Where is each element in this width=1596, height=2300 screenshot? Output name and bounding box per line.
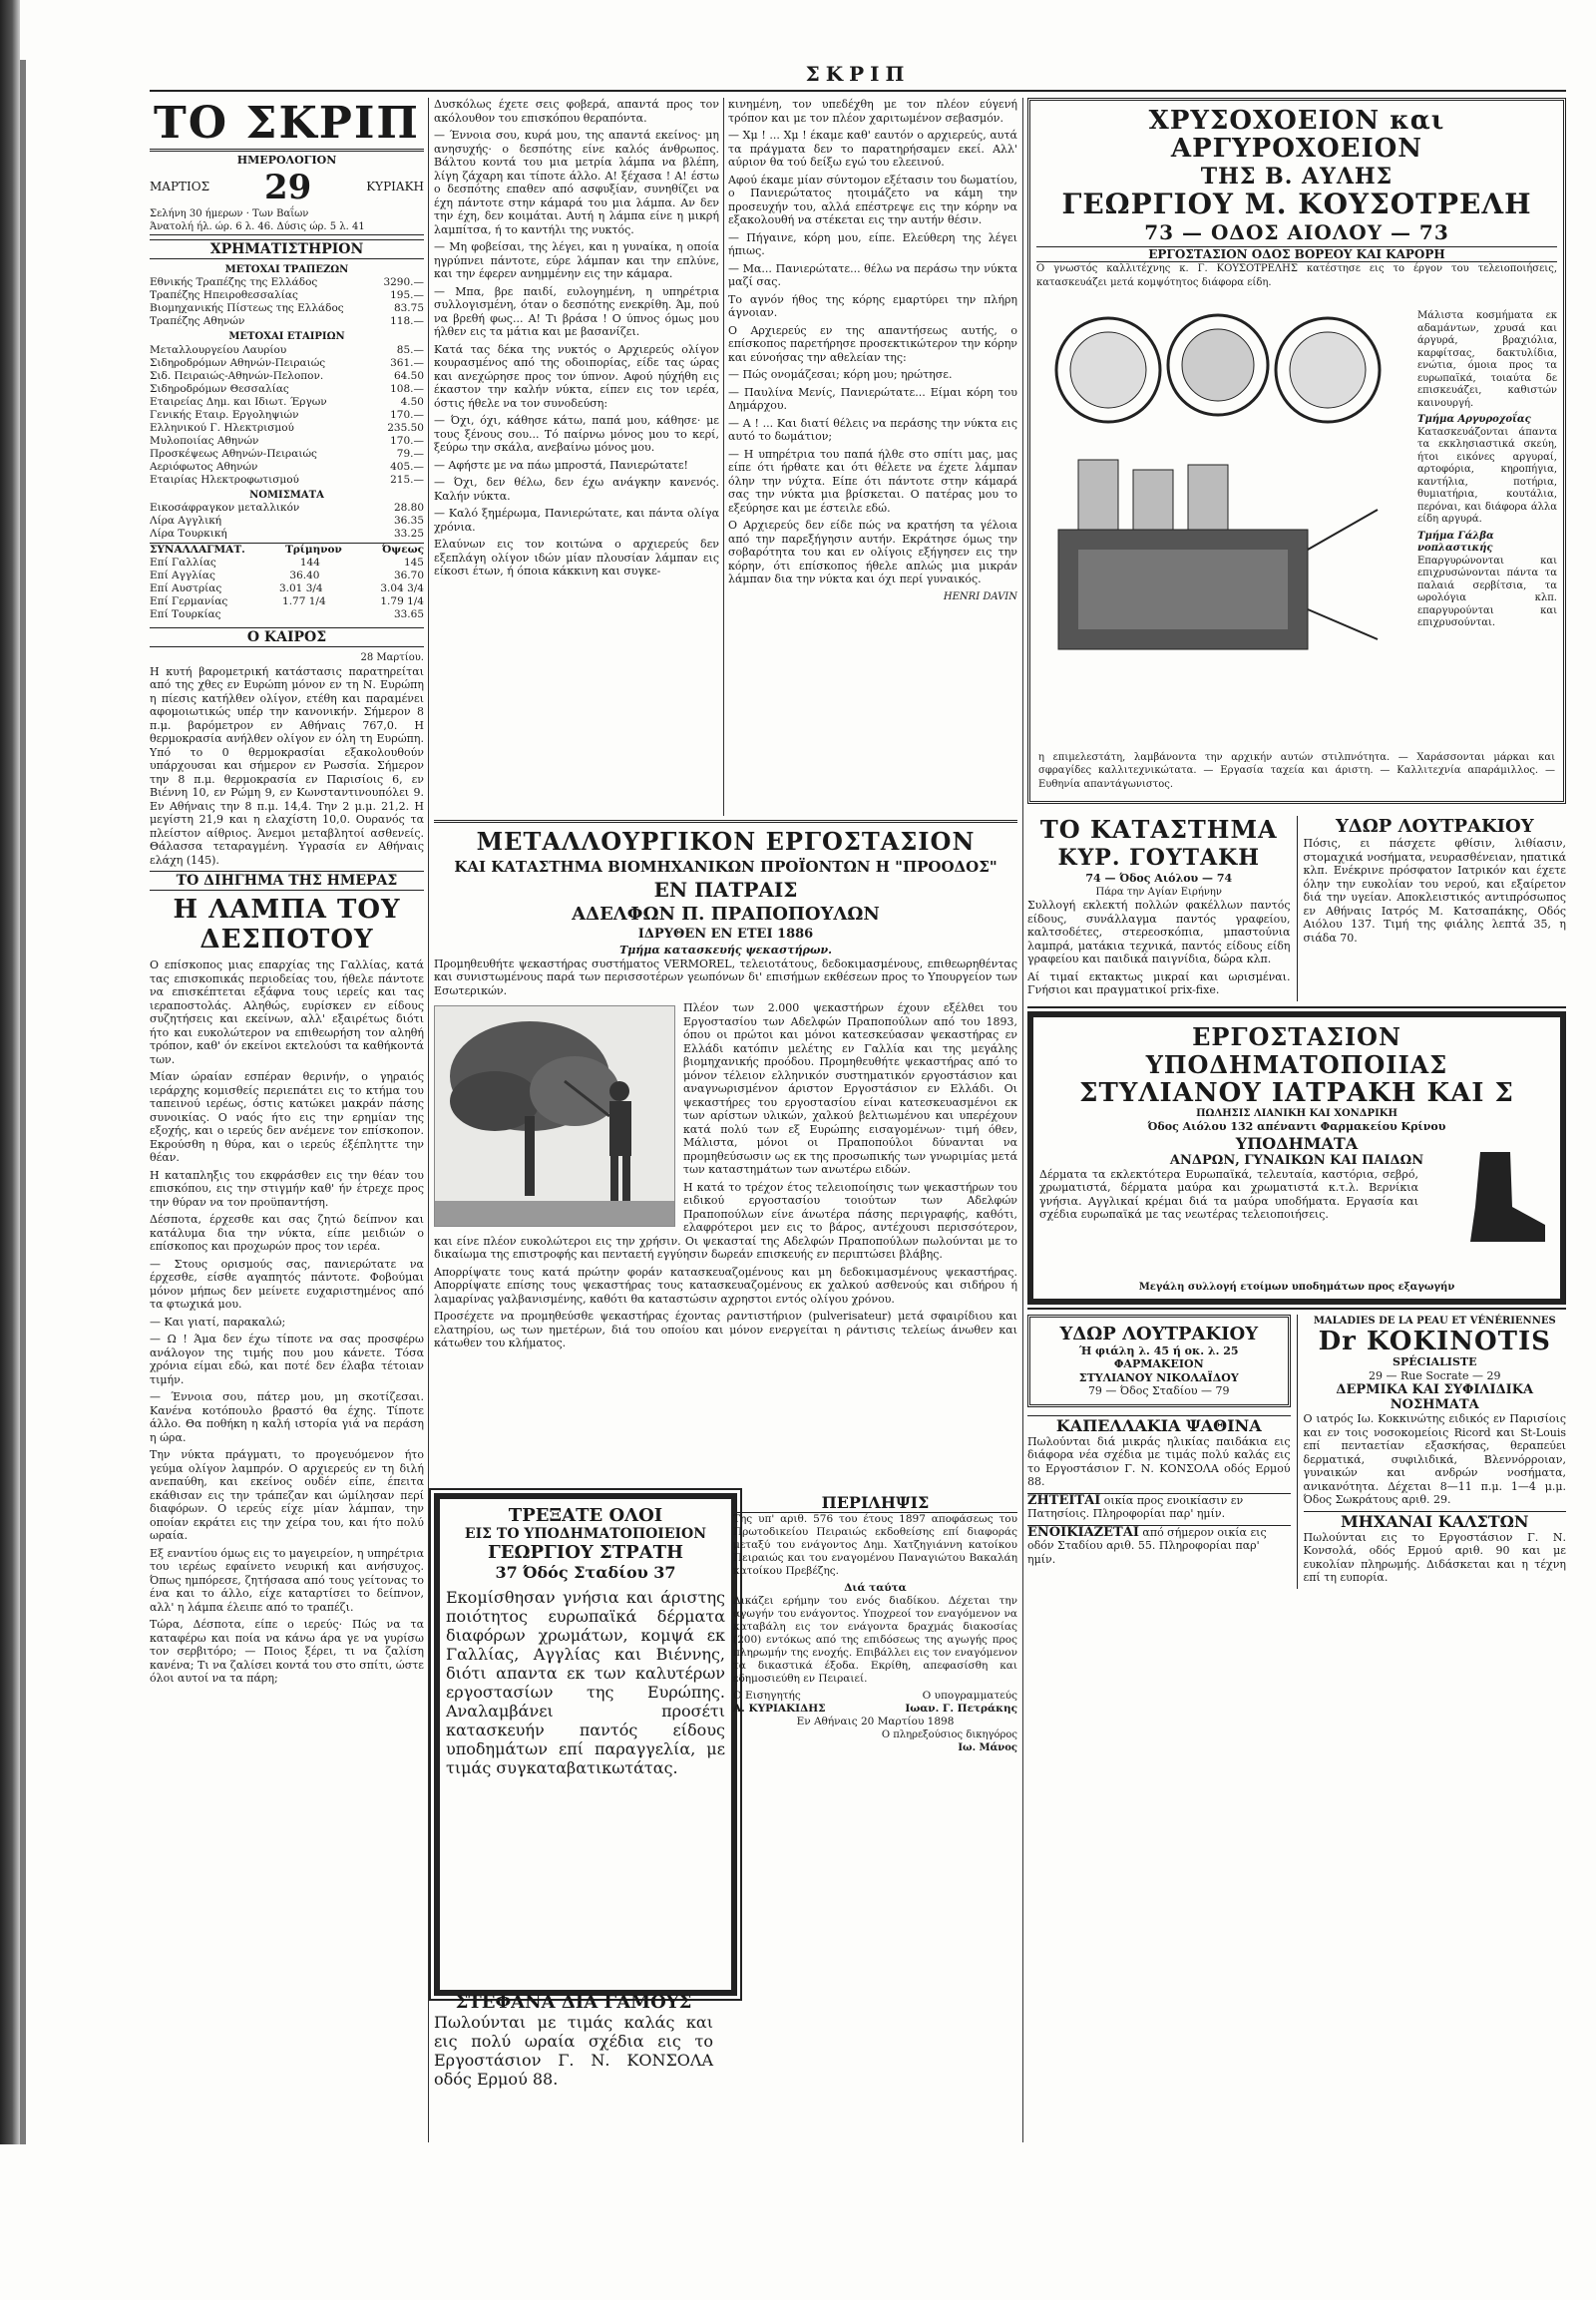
- legal-notice-title: ΠΕΡΙΛΗΨΙΣ: [733, 1493, 1017, 1513]
- coins-list: [150, 502, 424, 541]
- metal-ad-body3: Απορρίψατε τους κατά πρώτην φοράν κατασκευαζομένους και μη δεδοκιμασμένους ψεκαστήρας. Απορρίψατε επίσης τους ψεκαστήρας τους κατασκευαζομένους εκ χαλκού ασθενούς και σιδήρου ή λαμαρίνας γαλβανισμένης, καθότι θα καταστώσιν αχρηστοι εντός ολίγου χρόνου.: [434, 1265, 1017, 1306]
- water-text: Πόσις, ει πάσχετε φθίσιν, λιθίασιν, στομαχικά νοσήματα, νευρασθένειαν, ηπατικά κλπ. Ενέκρινε πρόσφατον Ιατρικόν και έχετε όλην την ευκολίαν του νερού, και εξαίρετον διά την υγείαν. Αποκλειστικός αντιπρόσωπος εν Αθήναις Ιατρός Μ. Κατσαπάκης, Οδός Αιόλου 137. Τιμή της φιάλης λεπτά 35, η σιάδα 70.: [1303, 837, 1566, 945]
- table-row: [150, 474, 424, 487]
- table-cell: 118.—: [390, 315, 424, 327]
- table-cell: 1.79 1/4: [380, 595, 424, 607]
- right-ads-column: [1027, 98, 1566, 2142]
- gold-title4: 73 — ΟΔΟΣ ΑΙΟΛΟΥ — 73: [1144, 220, 1449, 244]
- doctor-gr: ΔΕΡΜΙΚΑ ΚΑΙ ΣΥΦΙΛΙΔΙΚΑ ΝΟΣΗΜΑΤΑ: [1336, 1382, 1534, 1412]
- table-cell: 83.75: [393, 302, 424, 314]
- fx-header: [150, 543, 424, 557]
- masthead: ΣΚΡΙΠ: [805, 62, 911, 86]
- fx-heading: ΣΥΝΑΛΛΑΓΜΑΤ.: [150, 544, 245, 556]
- table-row: [150, 448, 424, 461]
- doctor-head: MALADIES DE LA PEAU ET VÉNÉRIENNES: [1313, 1315, 1556, 1327]
- factory-t1: ΥΠΟΔΗΜΑΤΑ: [1235, 1133, 1359, 1153]
- table-cell: Επί Τουρκίας: [150, 608, 221, 620]
- table-row: [150, 344, 424, 357]
- story-section: ΤΟ ΔΙΗΓΗΜΑ ΤΗΣ ΗΜΕΡΑΣ: [150, 871, 424, 891]
- table-row: [150, 315, 424, 328]
- article-paragraph: Εξ εναντίου όμως εις το μαγειρείον, η υπηρέτρια του ιερέως εφαίνετο νευρική και ανήσυχος. Όπως ημπόρεσε, ζητήσασα από τους γείτονας το ένα και το άλλο, είχε καταρτίσει το δείπνον, αλλ' η λάμπα έλειπε από το τραπέζι.: [150, 1546, 424, 1614]
- wanted-title: ΖΗΤΕΙΤΑΙ: [1027, 1492, 1101, 1508]
- article-paragraph: Ο Αρχιερεύς εν της απαντήσεως αυτής, ο επίσκοπος παρετήρησε προσεκτικώτερον την κόρην και εύνοήσας την αθελείαν της:: [728, 323, 1017, 364]
- table-row: [150, 357, 424, 370]
- article-paragraph: — Όχι, όχι, κάθησε κάτω, παπά μου, κάθησε· με τους ξένους σου... Τό παίρνω μόνος μου το κερί, ξεύρω την σκάλα, ανεβαίνω μόνος μου.: [434, 414, 719, 454]
- article-paragraph: — Μη φοβείσαι, της λέγει, και η γυναίκα, η οποία ηγρύπνει πάντοτε, εύρε λάμπαν και την επλύνε, και την έφερεν ανημμένην εις την κάμαρα.: [434, 240, 719, 280]
- factory-title: ΕΡΓΟΣΤΑΣΙΟΝ ΥΠΟΔΗΜΑΤΟΠΟΙΙΑΣ: [1145, 1021, 1448, 1079]
- companies-heading: ΜΕΤΟΧΑΙ ΕΤΑΙΡΙΩΝ: [228, 331, 345, 342]
- weather-heading: Ο ΚΑΙΡΟΣ: [150, 627, 424, 647]
- gold-section1: Τμήμα Αργυροχοΐας: [1417, 414, 1531, 425]
- table-cell: 33.25: [393, 528, 424, 540]
- gold-title1: ΧΡΥΣΟΧΟΕΙΟΝ και ΑΡΓΥΡΟΧΟΕΙΟΝ: [1148, 106, 1445, 164]
- metal-ad-dept: Τμήμα κατασκευής ψεκαστήρων.: [619, 944, 832, 957]
- article-paragraph: — Όχι, δεν θέλω, δεν έχω ανάγκην κανενός. Καλήν νύκτα.: [434, 476, 719, 503]
- pharmacy-address: 79 — Όδος Σταδίου — 79: [1087, 1384, 1230, 1397]
- shop-text: Συλλογή εκλεκτή πολλών φακέλλων παντός είδους, συνάλλαγμα παντός γραφείου, καλτσοδέτες, στερεοσκόπια, μπαστούνια λαμπρά, ματάκια τεχνικά, παντός είδους είδη γραφείου και παιδικά παιγνίδια, δώρα κλπ.: [1027, 899, 1291, 965]
- article-paragraph: Μίαν ώραίαν εσπέραν θερινήν, ο γηραιός ιεράρχης κομισθείς περιεπάτει εις το κτήμα του ταπεινού ιερέως, όστις κατώκει μακράν πάσης συνοικίας. Ο ναός ήτο εις την ερημίαν της εξοχής, και ο ιερεύς δεν ανέμενε τον επίσκοπον. Εκρούσθη η θύρα, και ο ιερεύς έξέπληττε την θέαν.: [150, 1070, 424, 1164]
- metal-ad-city: ΕΝ ΠΑΤΡΑΙΣ: [653, 878, 798, 902]
- factory-foot: Μεγάλη συλλογή ετοίμων υποδημάτων προς εξαγωγήν: [1138, 1282, 1455, 1293]
- table-cell: Σιδηροδρόμων Θεσσαλίας: [150, 382, 289, 395]
- table-cell: 3290.—: [383, 276, 424, 288]
- wreaths-ad-title: ΣΤΕΦΑΝΑ ΔΙΑ ΓΑΜΟΥΣ: [455, 1992, 692, 2013]
- legal-date: Εν Αθήναις 20 Μαρτίου 1898: [796, 1716, 955, 1727]
- shop-water-row: [1027, 816, 1566, 1001]
- table-cell: Εταιρείας Δημ. και Ιδιωτ. Έργων: [150, 395, 327, 408]
- table-row: [150, 595, 424, 608]
- article-paragraph: Ο επίσκοπος μιας επαρχίας της Γαλλίας, κατά τας επισκοπικάς περιοδείας του, ήθελε πάντοτε να επισκέπτεται εξάφνα τους ιερείς και τας ιεραποστολάς. Αληθώς, ευρίσκεν εν είδους συζητήσεις και εκείνων, αλλ' εξαιρέτως διότι ήτο και ευκολώτερον να επιθεωρήση τον αληθή τρόπον, καθ' όν εκείνοι εκτελούσι τα καθήκοντά των.: [150, 958, 424, 1066]
- shop-near: Πάρα την Αγίαν Ειρήνην: [1095, 886, 1222, 898]
- table-cell: Εθνικής Τραπέζης της Ελλάδος: [150, 276, 318, 288]
- table-cell: 36.40: [289, 570, 320, 581]
- article-paragraph: — Πώς ονομάζεσαι; κόρη μου; ηρώτησε.: [728, 368, 953, 381]
- table-row: [150, 276, 424, 289]
- water-title: ΥΔΩΡ ΛΟΥΤΡΑΚΙΟΥ: [1335, 816, 1534, 837]
- table-cell: 235.50: [387, 421, 424, 434]
- table-cell: 170.—: [390, 434, 424, 447]
- table-cell: Σιδ. Πειραιώς-Αθηνών-Πελοπον.: [150, 369, 324, 382]
- banks-heading: ΜΕΤΟΧΑΙ ΤΡΑΠΕΖΩΝ: [224, 263, 349, 275]
- story-continued-column: [434, 98, 719, 816]
- article-paragraph: — Παυλίνα Μενίς, Πανιερώτατε... Είμαι κόρη του Δημάρχου.: [728, 385, 1017, 412]
- factory-t2: ΑΝΔΡΩΝ, ΓΥΝΑΙΚΩΝ ΚΑΙ ΠΑΙΔΩΝ: [1169, 1152, 1424, 1168]
- date-day: 29: [263, 167, 312, 207]
- table-cell: Επί Αυστρίας: [150, 582, 222, 594]
- table-row: [150, 515, 424, 528]
- article-paragraph: — Στους ορισμούς σας, πανιερώτατε να έρχεσθε, είσθε αγαπητός πάντοτε. Φοβούμαι μόνον μήπως δεν μείνετε ευχαριστημένος από τα φτωχικά μου.: [150, 1257, 424, 1311]
- table-cell: 108.—: [390, 382, 424, 395]
- story-signature: HENRI DAVIN: [943, 590, 1017, 602]
- legal-notice: [733, 1493, 1017, 1754]
- article-paragraph: — Η υπηρέτρια του παπά ήλθε στο σπίτι μας, μας είπε ότι ήρθατε και ότι θέλετε να έχετε λάμπαν όλην την νύχτα. Είπε ότι πάντοτε στην κάμαρά σας την νύκτα μια βρίσκεται. Ο πατέρας μου το εξεύρησε και με έστειλε εδώ.: [728, 447, 1017, 515]
- article-paragraph: — Και γιατί, παρακαλώ;: [150, 1315, 286, 1329]
- table-row: [150, 557, 424, 570]
- bottom-right-right: [1297, 1315, 1567, 1589]
- fx-col-1: Τρίμηνον: [285, 544, 342, 556]
- machines-title: ΜΗΧΑΝΑΙ ΚΑΛΣΤΩΝ: [1304, 1511, 1567, 1531]
- table-cell: Εικοσάφραγκον μεταλλικόν: [150, 502, 300, 514]
- rent-title: ΕΝΟΙΚΙΑΖΕΤΑΙ: [1027, 1524, 1139, 1540]
- article-paragraph: — Χμ ! ... Χμ ! έκαμε καθ' εαυτόν ο αρχιερεύς, αυτά τα πράγματα δεν το παρατηρήσαμεν εκεί. Αλλ' αύριον θα τού δείξω εγώ του ελεεινού.: [728, 129, 1017, 169]
- table-cell: Σιδηροδρόμων Αθηνών-Πειραιώς: [150, 356, 326, 369]
- gold-side2: Κατασκευάζονται άπαντα τα εκκλησιαστικά σκεύη, ήτοι εικόνες αργυραί, αρτοφόρια, κηροπήγια, καντήλια, ποτήρια, θυμιατήρια, κουτάλια, περόναι, και διάφορα άλλα είδη αργυρά.: [1417, 426, 1557, 525]
- goutakis-shop-ad: [1027, 816, 1291, 1001]
- table-row: [150, 435, 424, 448]
- metal-ad-founded: ΙΔΡΥΘΕΝ ΕΝ ΕΤΕΙ 1886: [637, 927, 814, 942]
- gold-section2: Τμήμα Γάλβα νοπλαστικής: [1417, 530, 1494, 554]
- left-column: [150, 98, 424, 2142]
- article-paragraph: Ελαύνων εις τον κοιτώνα ο αρχιερεύς δεν εξεπλάγη ολίγον ιδών μίαν πλουσίαν λάμπαν εις είκοσι έτων, ή όποια κάκκινη και συγκε-: [434, 538, 719, 577]
- table-cell: Μυλοποιίας Αθηνών: [150, 434, 259, 447]
- article-paragraph: — Έννοια σου, κυρά μου, της απαντά εκείνος· μη ανησυχής· ο δεσπότης είνε καλός άνθρωπος. Βάλτου κοντά του μια μετρία λάμπα να βλέπη, λίγη ζάχαρη και τίποτε άλλο. Α! ξέχασα ! Α! έστω ο δεσπότης επαθεν από ασφυξίαν, συνηθίζει να έχη πάντοτε στην κάμαρά του μια λάμπα. Αν δεν την έχη, δεν κοιμάται. Αυτή η λάμπα είνε η μικρή λαμπίτσα, ή το καντήλι της νυκτός.: [434, 129, 719, 236]
- table-row: [150, 528, 424, 541]
- shop-title: ΤΟ ΚΑΤΑΣΤΗΜΑ: [1039, 815, 1278, 844]
- wanted-text: οικία προς ενοικίασιν εν Πατησίοις. Πληροφορίαι παρ' ημίν.: [1027, 1493, 1244, 1520]
- story-title: Η ΛΑΜΠΑ ΤΟΥ ΔΕΣΠΟΤΟΥ: [173, 895, 401, 955]
- article-paragraph: κινημένη, τον υπεδέχθη με τον πλέον εύγενή τρόπον και με τον πλέον χαριτωμένον σεβασμόν.: [728, 98, 1017, 125]
- table-cell: 36.35: [393, 515, 424, 527]
- table-cell: 79.—: [396, 447, 424, 460]
- table-cell: 144: [299, 557, 320, 569]
- legal-notice-text: Της υπ' αριθ. 576 του έτους 1897 αποφάσεως του Πρωτοδικείου Πειραιώς εκδοθείσης επί διαφοράς μεταξύ του ενάγοντος Δημ. Χατζηγιάννη κατοίκου Πειραιώς και του εναγομένου Παναγιώτου Βακαλάη κατοίκου Πρεβέζης.: [733, 1513, 1017, 1577]
- gold-side: Μάλιστα κοσμήματα εκ αδαμάντων, χρυσά και άργυρά, βραχιόλια, καρφίτσας, δακτυλίδια, ενώτια, όμοια προς τα ευρωπαϊκά, τοιαύτα δε επισκευάζει, καθιστών καινουργή.: [1417, 310, 1557, 409]
- table-cell: Λίρα Τουρκική: [150, 528, 227, 540]
- legal-sig2: Α. ΚΥΡΙΑΚΙΔΗΣ: [733, 1703, 826, 1715]
- table-cell: Επί Γαλλίας: [150, 557, 216, 569]
- table-cell: 3.04 3/4: [380, 582, 424, 594]
- gold-footer: η επιμελεστάτη, λαμβάνοντα την αρχικήν αυτών στιλπνότητα. — Χαράσσονται μάρκαι και σφραγίδες καλλιτεχνικώτατα. — Εργασία ταχεία και άριστη. — Καλλιτεχνία απαράμιλλος. — Ευθηνία απαντάγωνιστος.: [1038, 751, 1555, 790]
- banks-list: [150, 276, 424, 328]
- factory-name: ΣΤΥΛΙΑΝΟΥ ΙΑΤΡΑΚΗ ΚΑΙ Σ: [1079, 1077, 1514, 1108]
- shoe-factory-ad: [1027, 1011, 1566, 1305]
- story-ending-column: [728, 98, 1017, 816]
- exchange-heading: ΧΡΗΜΑΤΙΣΤΗΡΙΟΝ: [150, 239, 424, 259]
- table-cell: 361.—: [390, 356, 424, 369]
- gold-title5: ΕΡΓΟΣΤΑΣΙΟΝ ΟΔΟΣ ΒΟΡΕΟΥ ΚΑΙ ΚΑΡΟΡΗ: [1036, 246, 1557, 262]
- table-cell: Επί Γερμανίας: [150, 595, 228, 607]
- legal-sig5: Ο πληρεξούσιος δικηγόρος: [881, 1729, 1017, 1740]
- scan-edge-shadow: [20, 60, 26, 2144]
- table-cell: 85.—: [396, 343, 424, 356]
- legal-sig4: Ιωαν. Γ. Πετράκης: [905, 1703, 1017, 1715]
- wreaths-ad: [434, 1992, 713, 2093]
- doctor-text: Ο ιατρός Ιω. Κοκκινώτης ειδικός εν Παρισίοις και εν τοις νοσοκομείοις Ricord και St-Louis επί πενταετίαν εξασκήσας, θεραπεύει δερματικά, συφιλιδικά, Βλεννόρροιαν, γυναικών και ανδρών νοσήματα, ανικανότητα. Δέχεται 8—11 π.μ. 1—4 μ.μ. Όδος Σωκράτους αριθ. 29.: [1303, 1412, 1566, 1506]
- shoes-ad: [434, 1493, 737, 1996]
- top-rule: [150, 90, 1566, 92]
- table-cell: 405.—: [390, 460, 424, 473]
- factory-address: Όδος Αιόλου 132 απέναντι Φαρμακείου Κρίνου: [1147, 1120, 1446, 1133]
- article-paragraph: Αφού έκαμε μίαν σύντομον εξέτασιν του δωματίου, ο Πανιερώτατος ητοιμάζετο να κάμη την προσευχήν του, αλλά επέστρεψε εις την κόρην να εξακολουθή να στέκεται εις την αυτήν θέσιν.: [728, 173, 1017, 226]
- column-divider: [428, 98, 429, 2142]
- hats-text: Πωλούνται διά μικράς ηλικίας παιδάκια εις διάφορα νέα σχέδια με τιμάς πολύ καλάς εις το Εργοστάσιον Γ. Ν. ΚΟΝΣΟΛΑ οδός Ερμού 88.: [1027, 1434, 1291, 1488]
- legal-sig3: Ο υπογραμματεύς: [922, 1690, 1017, 1702]
- bottom-right-row: [1027, 1315, 1566, 1589]
- water2-title: ΥΔΩΡ ΛΟΥΤΡΑΚΙΟΥ: [1059, 1323, 1259, 1344]
- shop-address: 74 — Όδος Αιόλου — 74: [1085, 872, 1233, 885]
- table-cell: 1.77 1/4: [282, 595, 326, 607]
- gold-intro: Ο γνωστός καλλιτέχνης κ. Γ. ΚΟΥΣΟΤΡΕΛΗΣ κατέστησε εις το έργον του τελειοποιήσεις, κατασκευάζει μετά κομψότητος διάφορα είδη.: [1036, 263, 1557, 288]
- shoes-ad-address: 37 Όδός Σταδίου 37: [495, 1563, 676, 1582]
- table-cell: 4.50: [400, 395, 424, 408]
- table-cell: 215.—: [390, 473, 424, 486]
- metal-ad-body4: Προσέχετε να προμηθεύσθε ψεκαστήρας έχοντας ραντιστήριον (pulverisateur) μετά σφαιρίδιου και ελατηρίου, ως των ημετέρων, διά του οποίου και μόνον ενεργείται η ράντισις τελείως άνωθεν και κάτωθεν του κλήματος.: [434, 1310, 1017, 1349]
- table-cell: Επί Αγγλίας: [150, 570, 215, 581]
- metal-ad-body2: Η κατά το τρέχον έτος τελειοποίησις των ψεκαστήρων του ειδικού εργοστασίου τοιούτων των Αδελφών Πραποπούλων είνε άνωτέρα πάσης περιγραφής, καθότι, ελαφρότεροι μεν εις το βάρος, αντέχουσι περισσότερον, και είνε πλέον ευκολώτεροι εις την χρήσιν. Οι ψεκασταί της Αδελφών Πραποπούλων πωλούνται με το δικαίωμα της επιστροφής και πενταετή εγγύησιν δωρεάν επισκευής εν περιπτώσει βλάβης.: [434, 1180, 1017, 1261]
- table-row: [150, 570, 424, 582]
- shoes-ad-line2: ΕΙΣ ΤΟ ΥΠΟΔΗΜΑΤΟΠΟΙΕΙΟΝ: [464, 1526, 707, 1542]
- weather-text: Η κυτή βαρομετρική κατάστασις παρατηρείται από της χθες εν Ευρώπη μόνον εν τη Ν. Ευρώπη η πίεσις κατήλθεν ολίγον, ετέθη και παραμένει αφομοιωτικώς υπέρ την κανονικήν. Σήμερον 8 π.μ. βαρόμετρον εν Αθήναις 767,0. Η θερμοκρασία ανήλθεν ολίγον εν όλη τη Ευρώπη. Υπό το 0 θερμοκρασίαι εξακολουθούν υπάρχουσαι και σήμερον εν Ρωσσία. Σήμερον την 8 π.μ. θερμοκρασία εν Παρισίοις 6, εν Βιέννη 10, εν Ρώμη 9, εν Κωνσταντινουπόλει 9. Εν Αθήναις την 8 π.μ. 14,4. Την 2 μ.μ. 21,2. Η μεγίστη 21,9 και η ελαχίστη 10,0. Ουρανός τα πλείστον αίθριος. Άνεμοι μεταβλητοί ασθενείς. Θάλασσα τεταραγμένη. Υγρασία εν Αθήναις ελάχη (145).: [150, 664, 424, 867]
- metal-ad-body: Πλέον των 2.000 ψεκαστήρων έχουν εξέλθει του Εργοστασίου των Αδελφών Πραποπούλων από του 1893, όπου οι πρώτοι και μόνοι κατεσκεύασαν ψεκαστήρας εν Ελλάδι κατόπιν μελέτης εν Γαλλία και της μεγάλης βιομηχανικής προόδου. Προμηθευθήτε ψεκαστήρας από το μόνον τέλειον ελληνικόν συστηματικόν εργοστάσιον και αναγνωρισμένον άριστον Εργοστάσιον εν Ελλάδι. Οι ψεκαστήρες του εργοστασίου είναι κατεσκευασμένοι εκ των αρίστων υλικών, χαλκού βελτιωμένου και υπερέχουν κατά πολύ των εξ Ευρώπης εισαγομένων· τιμή όθεν, Μάλιστα, μόνοι οι Πραποπούλοι δύνανται να προμηθεύσωσιν ως εκ της προσωπικής των γνωριμίας μετά των καταστημάτων των ανωτέρω ειδών.: [683, 1001, 1017, 1176]
- hats-title: ΚΑΠΕΛΛΑΚΙΑ ΨΑΘΙΝΑ: [1027, 1415, 1291, 1435]
- scan-edge: [0, 0, 20, 2144]
- doctor-name: Dr KOKINOTIS: [1318, 1327, 1551, 1356]
- table-row: [150, 289, 424, 302]
- shoes-ad-line3: ΓΕΩΡΓΙΟΥ ΣΤΡΑΤΗ: [487, 1542, 684, 1563]
- table-cell: Γενικής Εταιρ. Εργοληψιών: [150, 408, 299, 421]
- table-cell: 36.70: [393, 570, 424, 581]
- article-paragraph: Ο Αρχιερεύς δεν είδε πώς να κρατήση τα γέλοια από την παρεξήγησιν αυτήν. Εκράτησε όμως την σοβαρότητα του και εν ολίγοις εξήγησεν εις την κόρην, ότι επίσκοπος ήθελε απλώς μια μικράν λάμπαν δια την νύκτα και όχι περί γυναικός.: [728, 519, 1017, 585]
- article-paragraph: Δυσκόλως έχετε σεις φοβερά, απαντά προς τον ακόλουθον του επισκόπου θεραπόντα.: [434, 98, 719, 125]
- pharmacy-ad: [1027, 1315, 1291, 1407]
- metal-works-ad: [434, 820, 1017, 1458]
- coins-heading: ΝΟΜΙΣΜΑΤΑ: [249, 489, 324, 501]
- table-row: [150, 502, 424, 515]
- table-cell: Τραπέζης Ηπειροθεσσαλίας: [150, 289, 298, 301]
- pharmacy-label: ΦΑΡΜΑΚΕΙΟΝ: [1113, 1357, 1204, 1370]
- fx-list: [150, 557, 424, 621]
- date-sun: Άνατολή ήλ. ώρ. 6 λ. 46. Δύσις ώρ. 5 λ. 41: [150, 220, 424, 235]
- table-cell: Τραπέζης Αθηνών: [150, 315, 245, 327]
- table-row: [150, 608, 424, 621]
- rent-text: από σήμερον οικία εις οδόν Σταδίου αριθ. 55. Πληροφορίαι παρ' ημίν.: [1027, 1525, 1267, 1566]
- legal-notice-sub: Διά ταύτα: [844, 1582, 907, 1594]
- gold-title2: ΤΗΣ Β. ΑΥΛΗΣ: [1200, 164, 1394, 190]
- table-row: [150, 461, 424, 474]
- table-row: [150, 370, 424, 383]
- table-cell: Μεταλλουργείου Λαυρίου: [150, 343, 287, 356]
- table-cell: 170.—: [390, 408, 424, 421]
- companies-list: [150, 344, 424, 487]
- newspaper-page: [150, 62, 1566, 2146]
- column-divider: [723, 98, 724, 816]
- article-paragraph: — Μπα, βρε παιδί, ευλογημένη, η υπηρέτρια συλλογισμένη, όταν ο δεσπότης ενεκρίθη. Άμ, πού να βρεθή φως... Α! Τι βράσα ! Ο ύπνος όμως μου ήλθεν εις τα μάτια και με βασανίζει.: [434, 284, 719, 338]
- factory-text: Δέρματα τα εκλεκτότερα Ευρωπαϊκά, τελευταία, καστόρια, σεβρό, χρωματιστά, δέρματα μαύρα και χρωματιστά κ.τ.λ. Βερνίκια γνήσια. Αγγλικαί κρέμαι διά τα μαύρα υποδήματα. Εργασία και σχέδια ευρωπαϊκά με τας νεωτέρας τελειοποιήσεις.: [1039, 1167, 1418, 1221]
- table-cell: 33.65: [393, 608, 424, 620]
- legal-sig6: Ιω. Μάνος: [958, 1742, 1017, 1753]
- article-paragraph: Το αγνόν ήθος της κόρης εμαρτύρει την πλήρη άγνοιαν.: [728, 292, 1017, 319]
- shop-price: Αί τιμαί εκτακτως μικραί και ωρισμέναι. Γνήσιοι και πραγματικοί prix-fixe.: [1027, 969, 1291, 996]
- table-cell: 28.80: [393, 502, 424, 514]
- loutraki-water-ad: [1297, 816, 1567, 1001]
- metal-ad-sub: ΚΑΙ ΚΑΤΑΣΤΗΜΑ ΒΙΟΜΗΧΑΝΙΚΩΝ ΠΡΟΪΟΝΤΩΝ Η "ΠΡΟΟΔΟΣ": [454, 858, 998, 876]
- table-cell: Προσκέψεως Αθηνών-Πειραιώς: [150, 447, 317, 460]
- table-cell: 145: [403, 557, 424, 569]
- article-paragraph: — Έννοια σου, πάτερ μου, μη σκοτίζεσαι. Κανένα κοτόπουλο βραστό θα έχης. Τίποτε άλλο. Θα ποθήκη η καλή ιστορία γιά να περάση η ώρα.: [150, 1390, 424, 1444]
- table-row: [150, 396, 424, 409]
- table-cell: Λίρα Αγγλική: [150, 515, 222, 527]
- doctor-address: 29 — Rue Socrate — 29: [1369, 1368, 1501, 1382]
- weather-date: 28 Μαρτίου.: [360, 652, 424, 663]
- boot-illustration: [1460, 1147, 1550, 1247]
- date-month: ΜΑΡΤΙΟΣ: [150, 179, 210, 193]
- table-row: [150, 582, 424, 595]
- article-paragraph: — Ω ! Άμα δεν έχω τίποτε να σας προσφέρω ανάλογον της τιμής που μου κάνετε. Τόσα χρόνια είμαι εδώ, και ποτέ δεν έλαβα τέτοιαν τιμήν.: [150, 1333, 424, 1386]
- wreaths-ad-text: Πωλούνται με τιμάς καλάς και εις πολύ ωραία σχέδια εις το Εργοστάσιον Γ. Ν. ΚΟΝΣΟΛΑ οδός Ερμού 88.: [434, 2013, 713, 2089]
- article-paragraph: Την νύκτα πράγματι, το προγευόμενον ήτο γεύμα ολίγον λαμπρόν. Ο αρχιερεύς εν τη διλή ανεπαύθη, και εκείνος ουδέν είπε, έπειτα εκάθισαν εις την τράπεζαν και ώμίλησαν περί διαφόρων. Ο ιερεύς είχε μίαν λάμπαν, την οποίαν εκράτει εις την χείρα του, και ήτο πολύ ωραία.: [150, 1448, 424, 1542]
- metal-ad-owners: ΑΔΕΛΦΩΝ Π. ΠΡΑΠΟΠΟΥΛΩΝ: [572, 904, 880, 925]
- table-row: [150, 409, 424, 422]
- legal-sig1: Ο Εισηγητής: [733, 1690, 801, 1702]
- table-cell: 3.01 3/4: [278, 582, 323, 594]
- gold-side3: Επαργυρώνονται και επιχρυσώνονται πάντα τα παλαιά σερβίτσια, τα ωρολόγια κλπ. επαργυρούνται και επιχρυσούνται.: [1417, 555, 1557, 628]
- gold-illustration: [1038, 310, 1397, 679]
- date-moon: Σελήνη 30 ήμερων · Των Βαΐων: [150, 207, 309, 219]
- table-cell: Εταιρίας Ηλεκτροφωτισμού: [150, 473, 299, 486]
- article-paragraph: — Μα... Πανιερώτατε... θέλω να περάσω την νύκτα μαζί σας.: [728, 261, 1017, 288]
- article-paragraph: Κατά τας δέκα της νυκτός ο Αρχιερεύς ολίγον κουρασμένος από της οδοιπορίας, είδε τας ώρας και ανεχώρησε προς τον ύπνον. Αφού ηύχήθη εις έκαστον την καλήν νύκτα, είπεν εις τον ιερέα, όστις ήθελε να τον συνοδεύση:: [434, 342, 719, 410]
- legal-notice-text2: Δικάζει ερήμην του ενός διαδίκου. Δέχεται την αγωγήν του ενάγοντος. Υποχρεοί τον εναγόμενον να καταβάλη εις τον ενάγοντα δραχμάς διακοσίας (200) εντόκως από της επιδόσεως της αγωγής προς πληρωμήν της ενοχής. Επιβάλλει εις τον εναγόμενον τα δικαστικά έξοδα. Εκρίθη, απεφασίσθη και εδημοσιεύθη εν Πειραιεί.: [733, 1595, 1017, 1685]
- goldsmith-ad: [1027, 98, 1566, 804]
- shoes-ad-text: Εκομίσθησαν γνήσια και άριστης ποιότητος ευρωπαϊκά δέρματα διαφόρων χρωμάτων, κομψά εκ Γαλλίας, Αγγλίας και Βιέννης, διότι απαντα εκ των καλυτέρων εργοστασίων της Ευρώπης. Αναλαμβάνει προσέτι κατασκευήν παντός είδους υποδημάτων επί παραγγελία, με τιμάς συγκαταβατικωτάτας.: [446, 1588, 725, 1777]
- factory-sub: ΠΩΛΗΣΙΣ ΛΙΑΝΙΚΗ ΚΑΙ ΧΟΝΔΡΙΚΗ: [1196, 1107, 1397, 1119]
- article-paragraph: — Α ! ... Και διατί θέλεις να περάσης την νύκτα εις αυτό το δωμάτιον;: [728, 416, 1017, 443]
- table-cell: Βιομηχανικής Πίστεως της Ελλάδος: [150, 302, 344, 314]
- paper-title: ΤΟ ΣΚΡΙΠ: [150, 98, 424, 152]
- gold-title3: ΓΕΩΡΓΙΟΥ Μ. ΚΟΥΣΟΤΡΕΛΗ: [1061, 188, 1532, 220]
- water2-sub: Ή φιάλη λ. 45 ή οκ. λ. 25: [1078, 1343, 1239, 1357]
- table-cell: 195.—: [390, 289, 424, 301]
- table-row: [150, 383, 424, 396]
- article-paragraph: Τώρα, Δέσποτα, είπε ο ιερεύς· Πώς να τα καταφέρω και ποία να κάνω άρα γε να γυρίσω τον σερβιτόρο; — Ποιος ξέρει, τι να ζαλίση κανένα; Τι να ζαλίσει κοντά του στο σπίτι, ώστε όλοι αυτοί να τα πάρη;: [150, 1618, 424, 1685]
- table-cell: Αεριόφωτος Αθηνών: [150, 460, 258, 473]
- metal-ad-title: ΜΕΤΑΛΛΟΥΡΓΙΚΟΝ ΕΡΓΟΣΤΑΣΙΟΝ: [476, 827, 976, 856]
- story-body: [150, 958, 424, 1686]
- sprayer-illustration: [434, 1005, 675, 1227]
- column-divider: [1022, 98, 1023, 2142]
- date-block: [150, 168, 424, 207]
- date-weekday: ΚΥΡΙΑΚΗ: [366, 179, 424, 193]
- article-paragraph: — Αφήστε με να πάω μπροστά, Πανιερώτατε!: [434, 458, 688, 472]
- article-paragraph: Δέσποτα, έρχεσθε και σας ζητώ δείπνον και κατάλυμα δια την νύκτα, είπε μειδιών ο επίσκοπος και προχωρών προς τον ιερέα.: [150, 1213, 424, 1253]
- diary-heading: ΗΜΕΡΟΛΟΓΙΟΝ: [236, 154, 337, 167]
- bottom-right-left: [1027, 1315, 1291, 1589]
- shop-name: ΚΥΡ. ΓΟΥΤΑΚΗ: [1057, 845, 1261, 871]
- table-cell: Ελληνικού Γ. Ηλεκτρισμού: [150, 421, 294, 434]
- table-cell: 64.50: [393, 369, 424, 382]
- article-paragraph: — Καλό ξημέρωμα, Πανιερώτατε, και πάντα ολίγα χρόνια.: [434, 507, 719, 534]
- machines-text: Πωλούνται εις το Εργοστάσιον Γ. Ν. Κονσολά, οδός Ερμού αριθ. 90 και με ευκολίαν πληρωμής. Διδάσκεται και η τέχνη επί τη ευπορία.: [1303, 1530, 1566, 1584]
- article-paragraph: Η καταπληξις του εκφράσθεν εις την θέαν του επισκόπου, εις την στιγμήν καθ' ήν έτρεχε προς την θύραν να τον προϋπαντήση.: [150, 1168, 424, 1209]
- pharmacy-name: ΣΤΥΛΙΑΝΟΥ ΝΙΚΟΛΑΪΔΟΥ: [1078, 1370, 1239, 1384]
- table-row: [150, 422, 424, 435]
- fx-col-2: Όψεως: [382, 544, 424, 556]
- lower-ads: [434, 1473, 1017, 2146]
- article-paragraph: — Πήγαινε, κόρη μου, είπε. Ελεύθερη της λέγει ήπιως.: [728, 230, 1017, 257]
- table-row: [150, 302, 424, 315]
- metal-ad-intro: Προμηθευθήτε ψεκαστήρας συστήματος VERMOREL, τελειοτάτους, δεδοκιμασμένους, επιθεωρηθέντας και συνιστωμένους παρά των περισσοτέρων γεωπόνων δι' επισήμων εκθέσεων προς το Υπουργείον των Εσωτερικών.: [434, 957, 1017, 997]
- doctor-spec: SPÉCIALISTE: [1393, 1355, 1477, 1368]
- shoes-ad-line1: ΤΡΕΞΑΤΕ ΟΛΟΙ: [508, 1505, 663, 1526]
